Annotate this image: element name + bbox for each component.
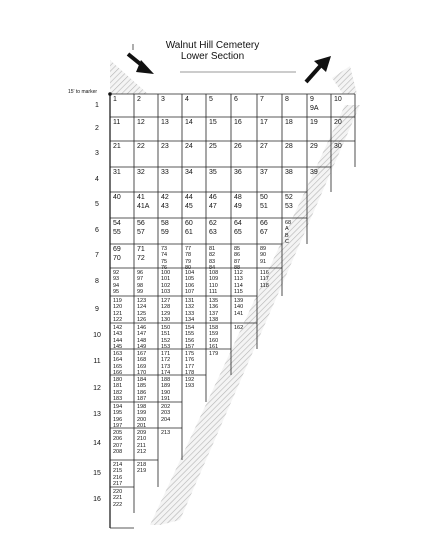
plot-cell: 25	[209, 143, 217, 150]
plot-cell: 116 117 118	[260, 270, 269, 289]
arrow-up-right-icon	[306, 56, 331, 82]
plot-cell: 42 43	[161, 194, 169, 210]
plot-cell: 209 210 211 212	[137, 430, 147, 456]
plot-cell: 154 155 156 157	[185, 325, 195, 351]
plot-cell: 13	[161, 119, 169, 126]
plot-cell: 89 90 91	[260, 246, 267, 265]
plot-cell: 8	[285, 96, 289, 103]
plot-cell: 3	[161, 96, 165, 103]
plot-cell: 35	[209, 169, 217, 176]
plot-cell: 171 172 173 174	[161, 351, 171, 377]
plot-cell: 2	[137, 96, 141, 103]
plot-cell: 50 51	[260, 194, 268, 210]
plot-cell: 37	[260, 169, 268, 176]
plot-cell: 14	[185, 119, 193, 126]
plot-cell: 85 86 87 88	[234, 246, 241, 272]
plot-cell: 24	[185, 143, 193, 150]
plot-cell: 123 124 125 126	[137, 298, 147, 324]
plot-cell: 180 181 182 183	[113, 377, 123, 403]
row-label: 13	[93, 411, 101, 418]
plot-cell: 175 176 177 178	[185, 351, 195, 377]
plot-cell: 39	[310, 169, 318, 176]
plot-cell: 150 151 152 153	[161, 325, 171, 351]
plot-grid	[110, 94, 355, 528]
plot-cell: 58 59	[161, 220, 169, 236]
plot-cell: 167 168 169 170	[137, 351, 147, 377]
row-label: 9	[95, 305, 99, 313]
plot-cell: 56 57	[137, 220, 145, 236]
plot-cell: 17	[260, 119, 268, 126]
plot-cell: 77 78 79 80	[185, 246, 192, 272]
row-label: 8	[95, 278, 99, 285]
plot-cell: 31	[113, 169, 121, 176]
plot-cell: 205 206 207 208	[113, 430, 123, 456]
plot-cell: 100 101 102 103	[161, 270, 171, 296]
plot-cell: 12	[137, 119, 145, 126]
plot-cell: 18	[285, 119, 293, 126]
plot-cell: 119 120 121 122	[113, 298, 123, 324]
plot-cell: 34	[185, 169, 193, 176]
plot-cell: 11	[113, 119, 121, 126]
row-label: 11	[93, 358, 101, 365]
plot-cell: 23	[161, 143, 169, 150]
plot-cell: 213	[161, 430, 171, 436]
plot-cell: 162	[234, 325, 244, 331]
plot-cell: 179	[209, 351, 219, 357]
hatched-area-right	[332, 66, 357, 94]
row-label: 12	[93, 384, 101, 392]
plot-cell: 32	[137, 169, 145, 176]
row-label: 1	[95, 101, 99, 109]
plot-cell: 96 97 98 99	[137, 270, 144, 296]
plot-cell: 7	[260, 96, 264, 103]
plot-cell: 214 215 216 217	[113, 462, 123, 488]
plot-cell: 192 193	[185, 377, 195, 390]
row-label: 15	[93, 469, 101, 477]
plot-cell: 146 147 148 149	[137, 325, 147, 351]
plot-cell: 198 199 200 201	[137, 404, 147, 430]
row-label: 14	[93, 440, 101, 447]
plot-cell: 9 9A	[310, 96, 319, 112]
row-label: 6	[95, 227, 99, 234]
row-label: 3	[95, 150, 99, 157]
plot-cell: 40	[113, 194, 121, 201]
hatched-edge	[150, 105, 360, 525]
plot-cell: 81 82 83 84	[209, 246, 216, 272]
plot-cell: 60 61	[185, 220, 193, 236]
plot-cell: 66 67	[260, 220, 268, 236]
plot-cell: 108 109 110 111	[209, 270, 219, 296]
plot-cell: 68 A B C	[285, 220, 292, 246]
plot-cell: 4	[185, 96, 189, 103]
plot-cell: 142 143 144 145	[113, 325, 123, 351]
plot-cell: 112 113 114 115	[234, 270, 243, 296]
plot-cell: 54 55	[113, 220, 121, 236]
plot-cell: 41 41A	[137, 194, 150, 210]
plot-cell: 5	[209, 96, 213, 103]
plot-cell: 52 53	[285, 194, 293, 210]
plot-cell: 16	[234, 119, 242, 126]
plot-cell: 104 105 106 107	[185, 270, 195, 296]
plot-cell: 36	[234, 169, 242, 176]
plot-cell: 21	[113, 143, 121, 150]
plot-cell: 44 45	[185, 194, 193, 210]
plot-cell: 62 63	[209, 220, 217, 236]
plot-cell: 10	[334, 96, 342, 103]
plot-cell: 184 185 186 187	[137, 377, 147, 403]
plot-cell: 218 219	[137, 462, 147, 475]
plot-cell: 48 49	[234, 194, 242, 210]
plot-cell: 163 164 165 166	[113, 351, 123, 377]
plot-cell: 220 221 222	[113, 489, 123, 508]
plot-cell: 27	[260, 143, 268, 150]
plot-cell: 38	[285, 169, 293, 176]
row-label: 10	[93, 332, 101, 339]
row-label: 16	[93, 496, 101, 503]
plot-cell: 73 74 75 76	[161, 246, 168, 272]
plot-cell: 158 159 160 161	[209, 325, 219, 351]
plot-cell: 6	[234, 96, 238, 103]
plot-cell: 19	[310, 119, 318, 126]
plot-cell: 69 70	[113, 246, 121, 262]
row-label: 4	[95, 175, 99, 183]
plot-cell: 92 93 94 95	[113, 270, 120, 296]
plot-cell: 20	[334, 119, 342, 126]
plot-cell: 127 128 129 130	[161, 298, 171, 324]
marker-note: 15' to marker	[68, 89, 98, 95]
row-label: 7	[95, 252, 99, 259]
plot-cell: 29	[310, 143, 318, 150]
row-label: 5	[95, 201, 99, 208]
plot-cell: 188 189 190 191	[161, 377, 171, 403]
plot-cell: 139 140 141	[234, 298, 244, 317]
plot-cell: 202 203 204	[161, 404, 171, 423]
plot-cell: 1	[113, 96, 117, 103]
plot-cell: 22	[137, 143, 145, 150]
plot-cell: 28	[285, 143, 293, 150]
plot-cell: 64 65	[234, 220, 242, 236]
map-title: Walnut Hill Cemetery	[165, 40, 260, 51]
plot-cell: 71 72	[137, 246, 145, 262]
row-label: 2	[95, 125, 99, 132]
plot-cell: 194 195 196 197	[113, 404, 123, 430]
map-subtitle: Lower Section	[180, 51, 245, 62]
plot-cell: 46 47	[209, 194, 217, 210]
plot-cell: 131 132 133 134	[185, 298, 195, 324]
plot-cell: 30	[334, 143, 342, 150]
plot-cell: 15	[209, 119, 217, 126]
plot-cell: 26	[234, 143, 242, 150]
plot-cell: 135 136 137 138	[209, 298, 219, 324]
plot-cell: 33	[161, 169, 169, 176]
